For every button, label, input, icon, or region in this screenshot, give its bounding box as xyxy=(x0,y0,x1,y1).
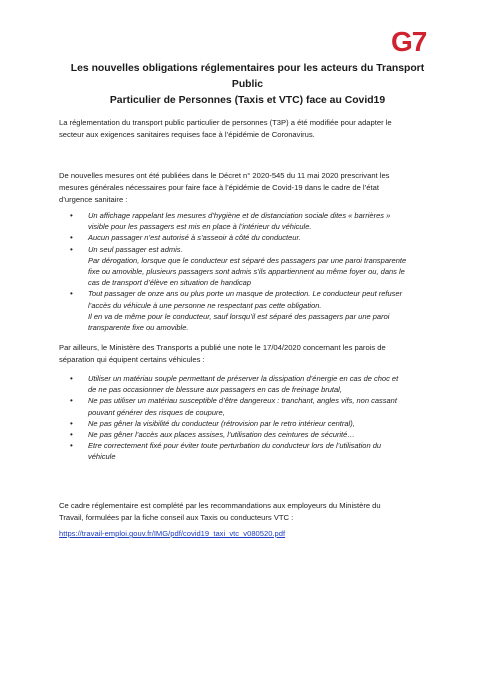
partition-item xyxy=(59,429,440,440)
closing-paragraph xyxy=(59,500,440,524)
partition-item xyxy=(59,373,440,395)
bullet-icon: • xyxy=(70,418,73,428)
partition-line: Etre correctement fixé pour éviter toute perturbation du conducteur lors de l’utilisation du xyxy=(88,441,382,451)
partition-item xyxy=(59,440,440,462)
measure-line: transparente fixe ou amovible. xyxy=(88,323,189,333)
ministry-line: séparation qui équipent certains véhicules : xyxy=(59,355,205,364)
g7-logo: G7 xyxy=(391,26,427,57)
partition-item xyxy=(59,395,440,417)
partitions-list xyxy=(59,373,440,463)
measure-line: cas de transport d’élève en situation de handicap xyxy=(88,278,252,288)
intro-line: secteur aux exigences sanitaires requises face à l’épidémie de Coronavirus. xyxy=(59,130,315,139)
decree-line: d’urgence sanitaire : xyxy=(59,195,128,204)
bullet-icon: • xyxy=(70,289,73,299)
intro-line: La réglementation du transport public particulier de personnes (T3P) a été modifiée pour adapter le xyxy=(59,118,392,127)
partition-line: Ne pas utiliser un matériau susceptible d’être dangereux : tranchant, angles vifs, non cassant xyxy=(88,396,397,406)
measure-line: Tout passager de onze ans ou plus porte un masque de protection. Le conducteur peut refuser xyxy=(88,289,403,299)
covid-guide-link[interactable]: https://travail-emploi.gouv.fr/IMG/pdf/covid19_taxi_vtc_v080520.pdf xyxy=(59,529,286,538)
bullet-icon: • xyxy=(70,441,73,451)
measure-item xyxy=(59,288,440,333)
bullet-icon: • xyxy=(70,233,73,243)
bullet-icon: • xyxy=(70,244,73,254)
partition-line: véhicule xyxy=(88,452,116,462)
partition-line: Utiliser un matériau souple permettant de préserver la dissipation d’énergie en cas de choc et xyxy=(88,374,399,383)
measure-item xyxy=(59,244,440,289)
partition-line: Ne pas gêner la visibilité du conducteur (rétrovision par le retro intérieur central), xyxy=(88,418,355,428)
measure-line: fixe ou amovible, plusieurs passagers sont admis s’ils appartiennent au même foyer ou, dans le xyxy=(88,267,405,277)
bullet-icon: • xyxy=(70,211,73,220)
measure-line: Par dérogation, lorsque que le conducteur est séparé des passagers par une paroi transparente xyxy=(88,255,407,265)
title-line: Particulier de Personnes (Taxis et VTC) face au Covid19 xyxy=(109,95,386,106)
measure-line: Il en va de même pour le conducteur, sauf lorsqu’il est séparé des passagers par une paroi xyxy=(88,311,390,321)
decree-line: mesures générales nécessaires pour faire face à l’épidémie de Covid-19 dans le cadre de l’état xyxy=(59,183,379,192)
partition-line: Ne pas gêner l’accès aux places assises, l’utilisation des ceintures de sécurité… xyxy=(88,430,355,440)
partition-item xyxy=(59,418,440,429)
measure-line: Un affichage rappelant les mesures d’hygiène et de distanciation sociale dites « barrières » xyxy=(88,211,391,220)
closing-line: Ce cadre réglementaire est complété par les recommandations aux employeurs du Ministère du xyxy=(59,501,381,510)
bullet-icon: • xyxy=(70,396,73,406)
partition-line: de ne pas occasionner de blessure aux passagers en cas de freinage brutal, xyxy=(88,385,342,395)
decree-paragraph xyxy=(59,170,440,206)
measure-line: visible pour les passagers est mis en place à l’intérieur du véhicule. xyxy=(88,222,312,232)
ministry-line: Par ailleurs, le Ministère des Transports a publié une note le 17/04/2020 concernant les parois de xyxy=(59,343,386,352)
document-title xyxy=(55,61,440,109)
bullet-icon: • xyxy=(70,374,73,383)
title-line: Les nouvelles obligations réglementaires pour les acteurs du Transport Public xyxy=(70,63,425,90)
measures-list xyxy=(59,210,440,333)
measure-item xyxy=(59,232,440,243)
decree-line: De nouvelles mesures ont été publiées dans le Décret n° 2020-545 du 11 mai 2020 prescrivant les xyxy=(59,171,390,180)
measure-line: Un seul passager est admis. xyxy=(88,244,183,254)
intro-paragraph xyxy=(59,117,440,141)
partition-line: pouvant générer des risques de coupure, xyxy=(88,407,225,417)
bullet-icon: • xyxy=(70,430,73,440)
measure-item xyxy=(59,210,440,232)
closing-line: Travail, formulées par la fiche conseil aux Taxis ou conducteurs VTC : xyxy=(59,513,294,522)
measure-line: Aucun passager n’est autorisé à s’asseoir à côté du conducteur. xyxy=(88,233,301,243)
measure-line: l’accès du véhicule à une personne ne respectant pas cette obligation. xyxy=(88,300,322,310)
ministry-paragraph xyxy=(59,342,440,366)
